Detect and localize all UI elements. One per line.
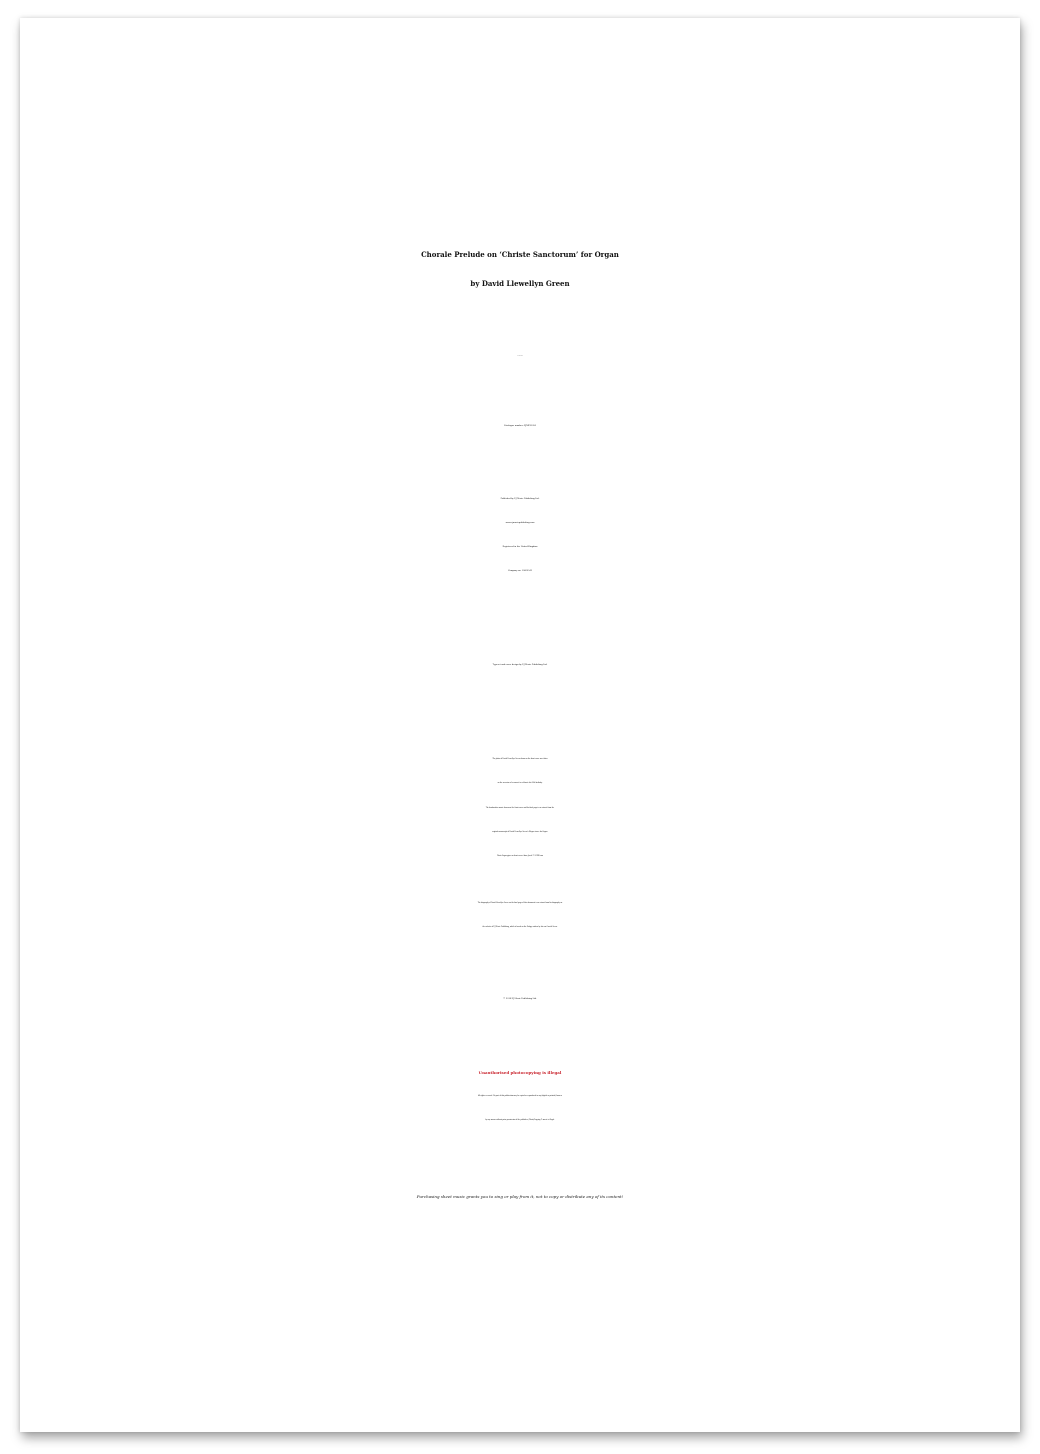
credits-line-4: original manuscript of David Llewellyn Green’s Allegro vivace for Organ. — [492, 831, 548, 833]
rights-line-2: by any means without prior permission of the publisher. (Photo)Copying © music is illegal. — [485, 1120, 555, 1121]
photo-credits — [20, 748, 1020, 869]
catalogue-number — [20, 414, 1020, 438]
copyright-notice — [20, 987, 1020, 1011]
title-line-2: by David Llewellyn Green — [470, 279, 570, 288]
page-title — [20, 240, 1020, 298]
credits-line-2: on the occasion of a concert to celebrate his 60th birthday. — [497, 783, 543, 785]
typeset-text: Typeset and cover design by EJ Music Publishing Ltd. — [492, 664, 548, 666]
publisher-website: www.ejmusicpublishing.com — [505, 522, 535, 524]
catalogue-text: Catalogue number: EJMP01090 — [503, 425, 537, 427]
biography-note — [20, 892, 1020, 941]
credits-line-1: The photo of David Llewellyn Green shown on the front cover was taken — [492, 759, 548, 760]
rights-statement — [20, 1085, 1020, 1133]
publisher-line-1: Published by EJ Music Publishing Ltd. — [500, 498, 540, 500]
document-page — [20, 18, 1020, 1432]
dedication — [20, 345, 1020, 367]
rights-line-1: All rights reserved. No part of this publication may be copied or reproduced in any (digital or printed) form or — [477, 1096, 562, 1097]
publisher-line-3: Registered in the United Kingdom — [502, 546, 538, 548]
dedication-text — [20, 345, 1020, 367]
warning-heading: Unauthorised photocopying is illegal — [478, 1070, 562, 1075]
purchase-text: Purchasing sheet music grants you to sing or play from it, not to copy or distribute any of its content! — [416, 1194, 624, 1199]
publisher-info — [20, 487, 1020, 583]
typeset-credit — [20, 653, 1020, 677]
biography-line-1: The biography of David Llewellyn Green on the final page of this document is an extract from his biography on — [477, 903, 563, 904]
biography-line-2: the website of EJ Music Publishing, which is based on the Eulogy written by his son Gareth Green. — [482, 927, 558, 929]
copyright-text: © 2018 EJ Music Publishing Ltd. — [503, 998, 537, 1000]
photocopy-warning — [20, 1060, 1020, 1085]
publisher-company-number: Company no. 10669943 — [507, 570, 533, 572]
purchase-notice — [20, 1184, 1020, 1210]
title-line-1: Chorale Prelude on ‘Christe Sanctorum’ for Organ — [421, 250, 619, 259]
credits-line-5: Photo Organ pipes on front cover: Anna Jacek © 123RF.com — [497, 856, 543, 858]
credits-line-3: The handwritten music shown on the front cover and the final page is an extract from the — [485, 807, 555, 809]
